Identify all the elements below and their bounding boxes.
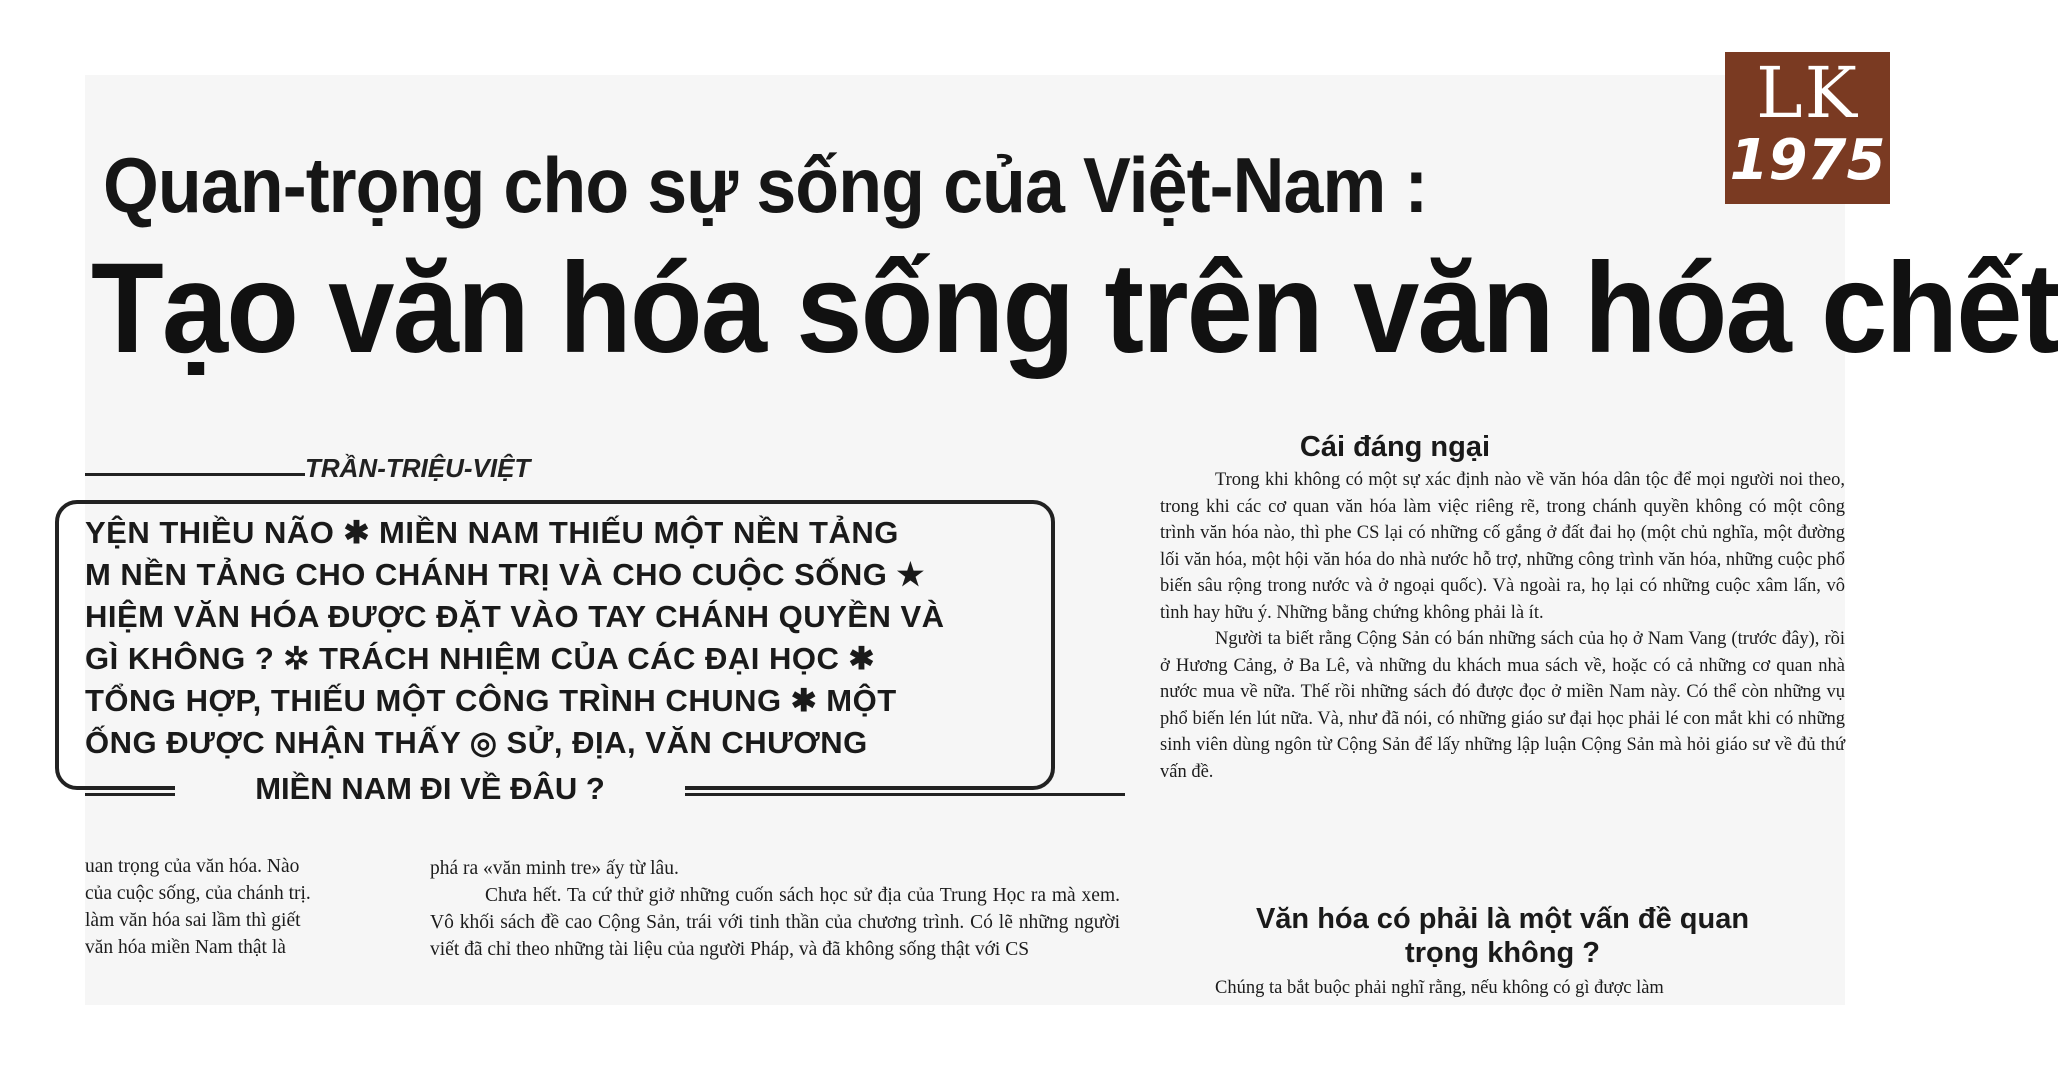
- byline-rule: [85, 473, 305, 476]
- paragraph: Trong khi không có một sự xác định nào về văn hóa dân tộc để mọi người noi theo, trong khi các cơ quan văn hóa làm việc riêng rẽ, trong chánh quyền không có một công trình văn hóa nào, thì phe CS lại có những cố gắng ở đất đai họ (một chủ nghĩa, một đường lối văn hóa, một hội văn hóa do nhà nước hỗ trợ, những công trình văn hóa, những cuộc phổ biến sâu rộng trong nước và ở ngoại quốc). Và ngoài ra, họ lại có những cuộc xâm lấn, vô tình hay hữu ý. Những bằng chứng không phải là ít.: [1160, 470, 1845, 623]
- logo-text-year: 1975: [1729, 128, 1886, 193]
- summary-line: YỆN THIỀU NÃO ✱ MIỀN NAM THIẾU MỘT NỀN TẢNG: [85, 515, 899, 550]
- byline: TRẦN-TRIỆU-VIỆT: [305, 453, 531, 483]
- column-1: [85, 853, 400, 961]
- text-line: phá ra «văn minh tre» ấy từ lâu.: [430, 858, 679, 879]
- paragraph: Chưa hết. Ta cứ thử giở những cuốn sách học sử địa của Trung Học ra mà xem. Vô khối sách đề cao Cộng Sản, trái với tinh thần của chương trình. Có lẽ những người viết đã chỉ theo những tài liệu của người Pháp, và đã không sống thật với CS: [430, 885, 1120, 960]
- lk1975-logo: [1725, 52, 1890, 204]
- subheading-line-2: trọng không ?: [1405, 937, 1600, 969]
- text-line: của cuộc sống, của chánh trị.: [85, 883, 311, 904]
- subheading-cai-dang-ngai: Cái đáng ngại: [1299, 431, 1491, 463]
- summary-line: HIỆM VĂN HÓA ĐƯỢC ĐẶT VÀO TAY CHÁNH QUYỀN VÀ: [85, 599, 945, 634]
- summary-line: M NỀN TẢNG CHO CHÁNH TRỊ VÀ CHO CUỘC SỐNG ★: [85, 557, 925, 592]
- text-line: uan trọng của văn hóa. Nào: [85, 856, 300, 877]
- summary-line: GÌ KHÔNG ? ✲ TRÁCH NHIỆM CỦA CÁC ĐẠI HỌC ✱: [85, 641, 875, 676]
- headline: Tạo văn hóa sống trên văn hóa chết: [91, 237, 2058, 380]
- newspaper-clipping: [85, 75, 2058, 1005]
- column-2: [430, 855, 1120, 963]
- text-line: làm văn hóa sai lầm thì giết: [85, 910, 301, 931]
- summary-question: MIỀN NAM ĐI VỀ ĐÂU ?: [175, 771, 685, 807]
- subheading-line-1: Văn hóa có phải là một vấn đề quan: [1255, 903, 1750, 935]
- kicker-title: Quan-trọng cho sự sống của Việt-Nam :: [103, 141, 1428, 229]
- summary-line: TỔNG HỢP, THIẾU MỘT CÔNG TRÌNH CHUNG ✱ MỘT: [85, 683, 897, 718]
- column-3: [1160, 467, 1845, 785]
- column-3-continued: [1160, 975, 1845, 1002]
- logo-text-lk: LK: [1756, 52, 1859, 134]
- paragraph: Người ta biết rằng Cộng Sản có bán những sách của họ ở Nam Vang (trước đây), rồi ở Hương Cảng, ở Ba Lê, và những du khách mua sách về, hoặc có cả những cơ quan nhà nước mua về nữa. Thế rồi những sách đó được đọc ở miền Nam này. Có thể còn những vụ phổ biến lén lút nữa. Và, như đã nói, có những giáo sư đại học phải lé con mắt khi có những sinh viên dùng ngôn từ Cộng Sản để lấy những lập luận Cộng Sản mà hỏi giáo sư về đủ thứ vấn đề.: [1160, 629, 1845, 782]
- summary-line: ỐNG ĐƯỢC NHẬN THẤY ◎ SỬ, ĐỊA, VĂN CHƯƠNG: [85, 725, 868, 760]
- paragraph: Chúng ta bắt buộc phải nghĩ rằng, nếu không có gì được làm: [1215, 978, 1664, 998]
- summary-rule-right: [685, 793, 1125, 796]
- summary-rule-left: [85, 793, 175, 796]
- text-line: văn hóa miền Nam thật là: [85, 937, 286, 958]
